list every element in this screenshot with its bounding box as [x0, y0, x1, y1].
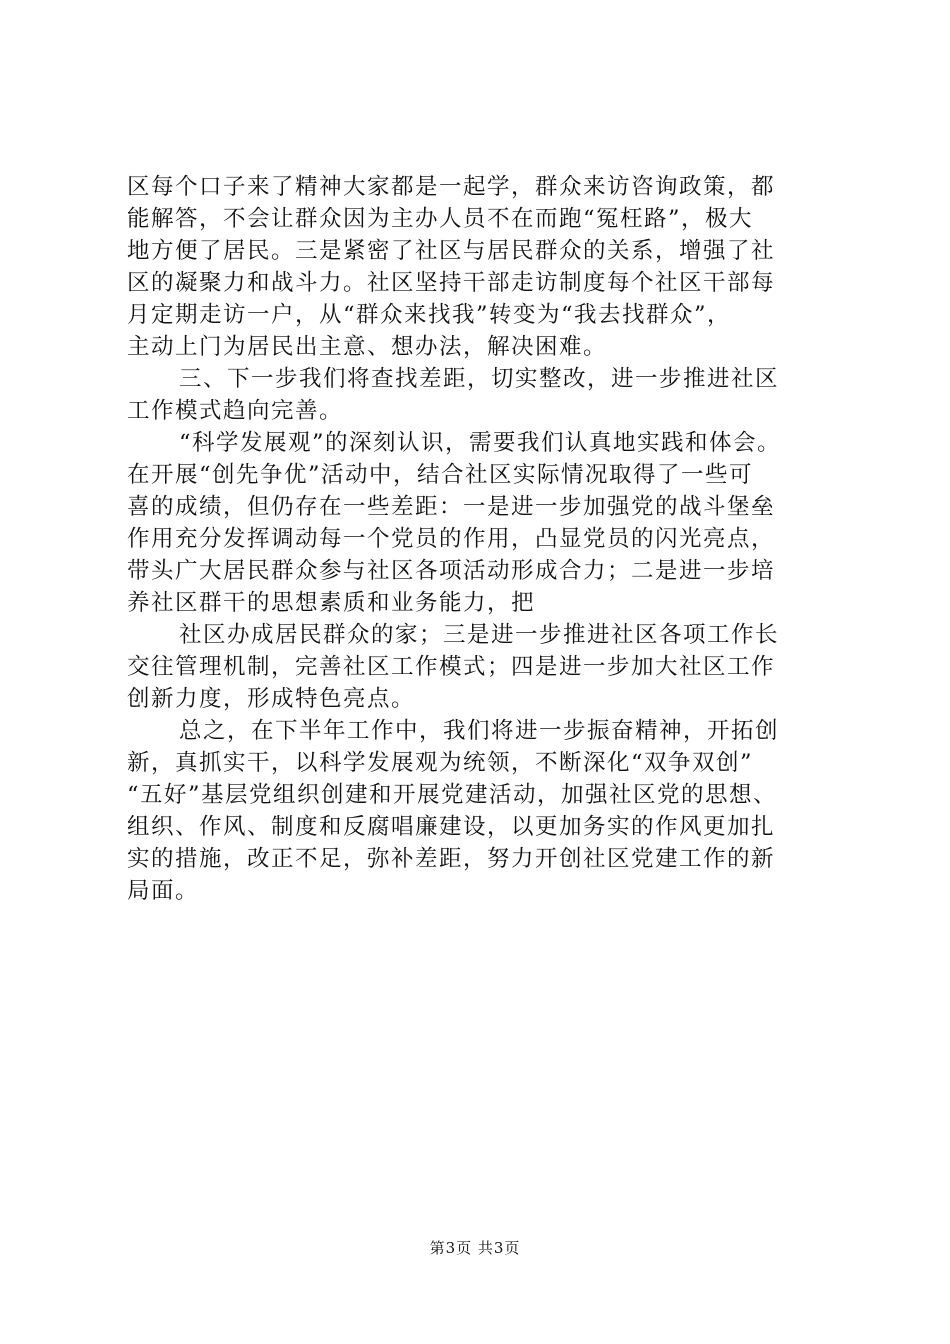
text-line: 地方便了居民。三是紧密了社区与居民群众的关系，增强了社: [127, 238, 776, 264]
text-line: 月定期走访一户，从“群众来找我”转变为“我去找群众”，: [127, 302, 732, 328]
text-line: 喜的成绩，但仍存在一些差距：一是进一步加强党的战斗堡垒: [127, 494, 776, 520]
text-line: 总之，在下半年工作中，我们将进一步振奋精神，开拓创: [179, 718, 780, 744]
page-number-footer: 第3页 共3页: [429, 1239, 521, 1257]
text-line: 在开展“创先争优”活动中，结合社区实际情况取得了一些可: [127, 462, 754, 488]
body-text: [127, 171, 847, 907]
text-line: 区的凝聚力和战斗力。社区坚持干部走访制度每个社区干部每: [127, 270, 776, 296]
text-line: 养社区群干的思想素质和业务能力，把: [127, 590, 536, 616]
text-line: 创新力度，形成特色亮点。: [127, 686, 416, 712]
section-heading-line: 工作模式趋向完善。: [127, 398, 344, 424]
text-line: 带头广大居民群众参与社区各项活动形成合力；二是进一步培: [127, 558, 776, 584]
text-line: “科学发展观”的深刻认识，需要我们认真地实践和体会。: [179, 430, 782, 456]
section-heading-line: 三、下一步我们将查找差距，切实整改，进一步推进社区: [179, 366, 780, 392]
text-line: 新，真抓实干，以科学发展观为统领，不断深化“双争双创”: [127, 750, 754, 776]
text-line: 主动上门为居民出主意、想办法，解决困难。: [127, 334, 608, 360]
text-line: “五好”基层党组织创建和开展党建活动，加强社区党的思想、: [127, 782, 778, 808]
text-line: 区每个口子来了精神大家都是一起学，群众来访咨询政策，都: [127, 174, 776, 200]
text-line: 社区办成居民群众的家；三是进一步推进社区各项工作长: [179, 622, 780, 648]
text-line: 局面。: [127, 878, 200, 904]
text-line: 组织、作风、制度和反腐唱廉建设，以更加务实的作风更加扎: [127, 814, 776, 840]
text-line: 作用充分发挥调动每一个党员的作用，凸显党员的闪光亮点，: [127, 526, 776, 552]
text-line: 实的措施，改正不足，弥补差距，努力开创社区党建工作的新: [127, 846, 776, 872]
text-line: 能解答，不会让群众因为主办人员不在而跑“冤枉路”，极大: [127, 206, 754, 232]
text-line: 交往管理机制，完善社区工作模式；四是进一步加大社区工作: [127, 654, 776, 680]
